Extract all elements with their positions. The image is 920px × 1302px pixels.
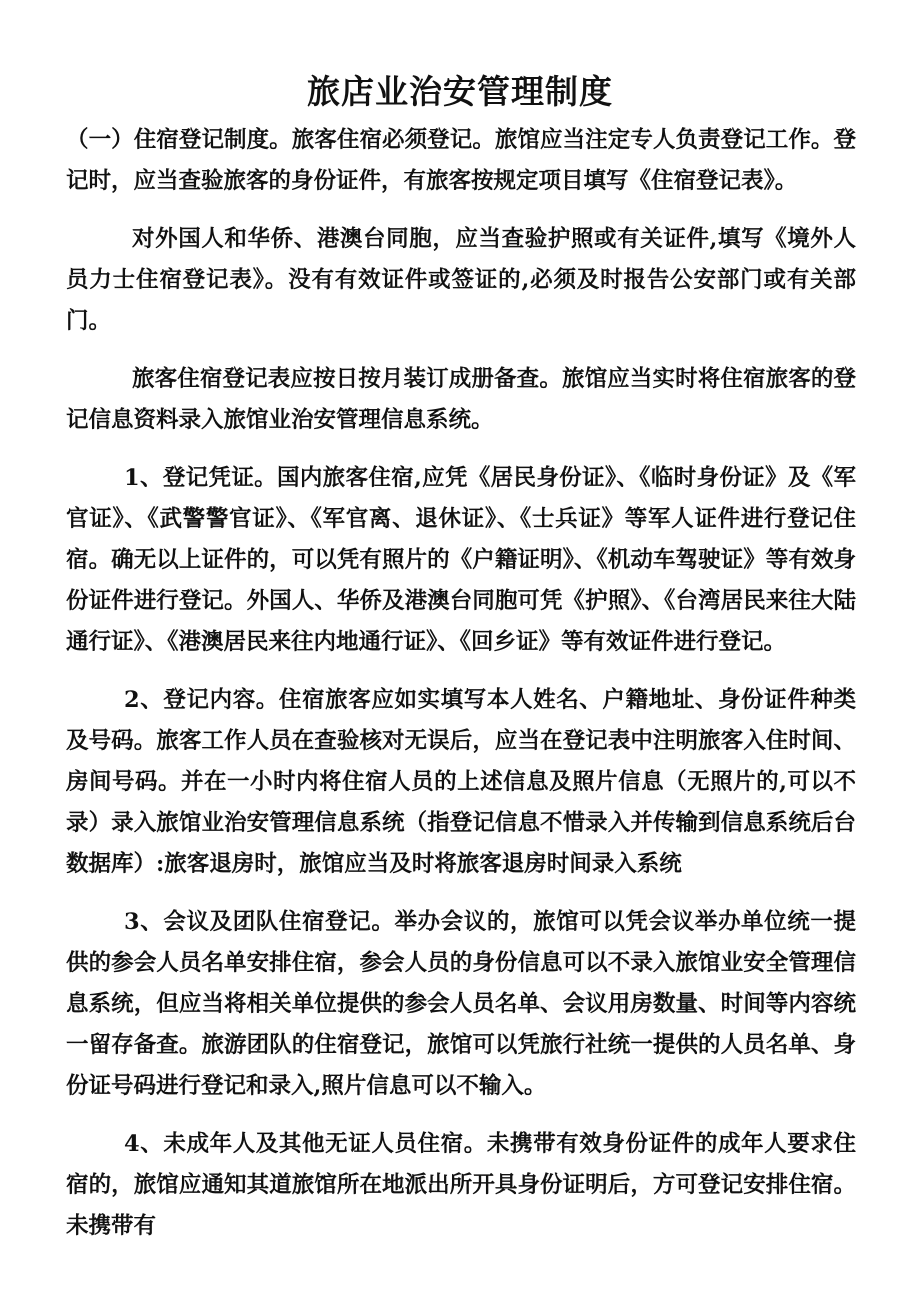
document-title: 旅店业治安管理制度	[307, 72, 613, 111]
paragraph-registration-credentials: 1、登记凭证。国内旅客住宿,应凭《居民身份证》、《临时身份证》及《军官证》、《武警警官证》、《军官离、退休证》、《士兵证》等军人证件进行登记住宿。确无以上证件的，可以凭有照片的《户籍证明》、《机动车驾驶证》等有效身份证件进行登记。外国人、华侨及港澳台同胞可凭《护照》、《台湾居民来往大陆通行证》、《港澳居民来往内地通行证》、《回乡证》等有效证件进行登记。	[66, 465, 856, 655]
paragraph-group-registration: 3、会议及团队住宿登记。举办会议的，旅馆可以凭会议举办单位统一提供的参会人员名单安排住宿，参会人员的身份信息可以不录入旅馆业安全管理信息系统，但应当将相关单位提供的参会人员名单、会议用房数量、时间等内容统一留存备查。旅游团队的住宿登记，旅馆可以凭旅行社统一提供的人员名单、身份证号码进行登记和录入,照片信息可以不输入。	[66, 909, 856, 1099]
paragraph-minors-undocumented: 4、未成年人及其他无证人员住宿。未携带有效身份证件的成年人要求住宿的，旅馆应通知其道旅馆所在地派出所开具身份证明后，方可登记安排住宿。未携带有	[66, 1131, 856, 1239]
paragraph-registration-content: 2、登记内容。住宿旅客应如实填写本人姓名、户籍地址、身份证件种类及号码。旅客工作人员在查验核对无误后，应当在登记表中注明旅客入住时间、房间号码。并在一小时内将住宿人员的上述信息及照片信息（无照片的,可以不录）录入旅馆业治安管理信息系统（指登记信息不惜录入并传输到信息系统后台数据库）:旅客退房时，旅馆应当及时将旅客退房时间录入系统	[66, 687, 856, 877]
paragraph-registration-system: （一）住宿登记制度。旅客住宿必须登记。旅馆应当注定专人负责登记工作。登记时，应当查验旅客的身份证件，有旅客按规定项目填写《住宿登记表》。	[66, 127, 856, 194]
paragraph-record-binding: 旅客住宿登记表应按日按月装订成册备查。旅馆应当实时将住宿旅客的登记信息资料录入旅馆业治安管理信息系统。	[66, 366, 856, 433]
document-body	[66, 120, 856, 1264]
paragraph-foreigners: 对外国人和华侨、港澳台同胞，应当查验护照或有关证件,填写《境外人员力士住宿登记表》。没有有效证件或签证的,必须及时报告公安部门或有关部门。	[66, 226, 856, 334]
